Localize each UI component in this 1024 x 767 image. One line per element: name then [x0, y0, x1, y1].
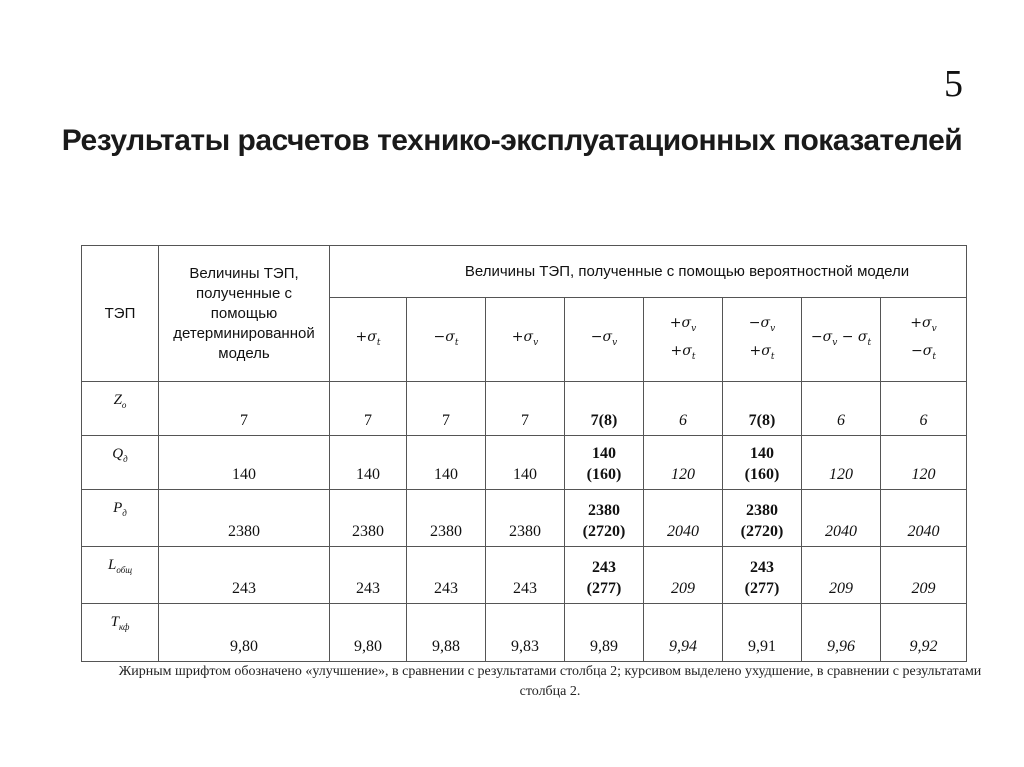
cell-value: 7 — [364, 412, 372, 429]
table-cell — [644, 490, 723, 547]
table-cell — [644, 382, 723, 436]
sigma-header-1 — [330, 298, 407, 382]
table-cell — [407, 547, 486, 604]
table-cell — [330, 547, 407, 604]
cell-value: 2380 — [352, 523, 384, 540]
cell-value: 243 — [434, 580, 458, 597]
table-cell — [644, 547, 723, 604]
cell-value: 9,88 — [432, 638, 460, 655]
table-row — [82, 547, 967, 604]
table-cell — [159, 547, 330, 604]
table-cell — [723, 436, 802, 490]
table-cell — [723, 547, 802, 604]
table-cell — [407, 382, 486, 436]
sigma-line-1: $-\sigma_v$ — [590, 328, 618, 348]
cell-value: 7 — [521, 412, 529, 429]
table-cell — [565, 547, 644, 604]
cell-value: 209 — [911, 580, 936, 597]
header-probabilistic: Величины ТЭП, полученные с помощью вероятностной модели — [330, 246, 967, 298]
cell-value: 9,83 — [511, 638, 539, 655]
table-cell — [723, 382, 802, 436]
cell-value: 243 — [232, 580, 256, 597]
sigma-header-3 — [486, 298, 565, 382]
table-cell — [407, 604, 486, 662]
table-cell — [486, 436, 565, 490]
sigma-header-6 — [723, 298, 802, 382]
sigma-header-7 — [802, 298, 881, 382]
cell-value: 2040 — [825, 523, 857, 540]
row-label: $Q_д$ — [82, 436, 159, 490]
table-cell — [486, 490, 565, 547]
row-label: $Z_o$ — [82, 382, 159, 436]
cell-value: 120 — [911, 466, 936, 483]
cell-value: 140 — [513, 466, 537, 483]
sigma-line-2: $+\sigma_t$ — [749, 342, 775, 362]
tep-results-table — [81, 245, 967, 662]
cell-value: 243 — [513, 580, 537, 597]
cell-value: 9,92 — [909, 638, 938, 655]
table-cell — [802, 436, 881, 490]
cell-value: 209 — [829, 580, 853, 597]
cell-value: 2040 — [907, 523, 940, 540]
cell-value-alt: (160) — [586, 466, 622, 483]
cell-value: 2380 — [588, 502, 620, 519]
page-title: Результаты расчетов технико-эксплуатационных показателей — [61, 124, 963, 157]
sigma-line-1: $-\sigma_v$ — [748, 314, 776, 334]
sigma-header-4 — [565, 298, 644, 382]
table-cell — [407, 490, 486, 547]
table-cell — [565, 436, 644, 490]
table-cell — [159, 382, 330, 436]
cell-value: 6 — [837, 412, 845, 429]
cell-value: 7 — [240, 412, 248, 429]
table-cell — [881, 436, 967, 490]
cell-value: 140 — [232, 466, 256, 483]
table-cell — [159, 604, 330, 662]
table-row — [82, 604, 967, 662]
table-cell — [881, 604, 967, 662]
row-label: $T_{кф}$ — [82, 604, 159, 662]
cell-value: 9,80 — [354, 638, 382, 655]
sigma-header-5 — [644, 298, 723, 382]
sigma-header-2 — [407, 298, 486, 382]
cell-value: 9,89 — [590, 638, 618, 655]
sigma-line-1: $-\sigma_t$ — [433, 328, 459, 348]
table-cell — [330, 382, 407, 436]
cell-value: 9,94 — [669, 638, 697, 655]
table-cell — [330, 436, 407, 490]
table-cell — [644, 436, 723, 490]
sigma-line-1: $-\sigma_v - \sigma_t$ — [810, 328, 872, 348]
table-cell — [802, 382, 881, 436]
cell-value: 140 — [434, 466, 458, 483]
cell-value: 2380 — [228, 523, 260, 540]
table-cell — [565, 490, 644, 547]
cell-value: 120 — [671, 466, 695, 483]
table-cell — [881, 382, 967, 436]
cell-value: 243 — [356, 580, 380, 597]
cell-value-alt: (277) — [744, 580, 780, 597]
table-row — [82, 490, 967, 547]
cell-value: 2040 — [667, 523, 699, 540]
cell-value: 243 — [750, 559, 774, 576]
table-cell — [565, 382, 644, 436]
cell-value: 9,91 — [748, 638, 776, 655]
row-label: $L_{общ}$ — [82, 547, 159, 604]
table-cell — [565, 604, 644, 662]
page-number: 5 — [944, 63, 963, 105]
table-cell — [486, 382, 565, 436]
cell-value: 7 — [442, 412, 450, 429]
sigma-line-2: $-\sigma_t$ — [911, 342, 936, 362]
cell-value: 140 — [356, 466, 380, 483]
table-cell — [723, 490, 802, 547]
cell-value: 2380 — [430, 523, 462, 540]
cell-value: 120 — [829, 466, 853, 483]
cell-value-alt: (2720) — [582, 523, 626, 540]
table-cell — [407, 436, 486, 490]
table-cell — [802, 490, 881, 547]
table-row — [82, 436, 967, 490]
table-cell — [802, 604, 881, 662]
table-cell — [802, 547, 881, 604]
cell-value: 6 — [679, 412, 687, 429]
header-tep: ТЭП — [82, 246, 159, 382]
cell-value-alt: (2720) — [740, 523, 784, 540]
sigma-line-1: $+\sigma_v$ — [669, 314, 697, 334]
table-cell — [159, 436, 330, 490]
cell-value: 9,80 — [230, 638, 258, 655]
cell-value: 209 — [671, 580, 695, 597]
table-cell — [881, 490, 967, 547]
cell-value: 7(8) — [590, 412, 618, 429]
sigma-line-1: $+\sigma_v$ — [511, 328, 539, 348]
cell-value-alt: (160) — [744, 466, 780, 483]
cell-value: 2380 — [746, 502, 778, 519]
cell-value-alt: (277) — [586, 580, 622, 597]
table-cell — [486, 547, 565, 604]
row-label: $P_д$ — [82, 490, 159, 547]
cell-value: 7(8) — [748, 412, 776, 429]
table-cell — [330, 604, 407, 662]
cell-value: 9,96 — [827, 638, 855, 655]
table-cell — [486, 604, 565, 662]
cell-value: 243 — [592, 559, 616, 576]
table-cell — [330, 490, 407, 547]
table-cell — [723, 604, 802, 662]
cell-value: 2380 — [509, 523, 541, 540]
table-cell — [159, 490, 330, 547]
cell-value: 140 — [750, 445, 774, 462]
sigma-line-1: $+\sigma_v$ — [910, 314, 937, 334]
cell-value: 6 — [919, 412, 928, 429]
table-cell — [644, 604, 723, 662]
cell-value: 140 — [592, 445, 616, 462]
sigma-line-1: $+\sigma_t$ — [355, 328, 381, 348]
table-cell — [881, 547, 967, 604]
data-rows — [82, 382, 967, 662]
sigma-header-8 — [881, 298, 967, 382]
table-row — [82, 382, 967, 436]
footnote: Жирным шрифтом обозначено «улучшение», в сравнении с результатами столбца 2; курсивом выделено ухудшение, в сравнении с результатами столбца 2. — [118, 664, 982, 699]
sigma-line-2: $+\sigma_t$ — [670, 342, 696, 362]
header-deterministic: Величины ТЭП, полученные с помощью детерминированной модель — [159, 246, 330, 382]
